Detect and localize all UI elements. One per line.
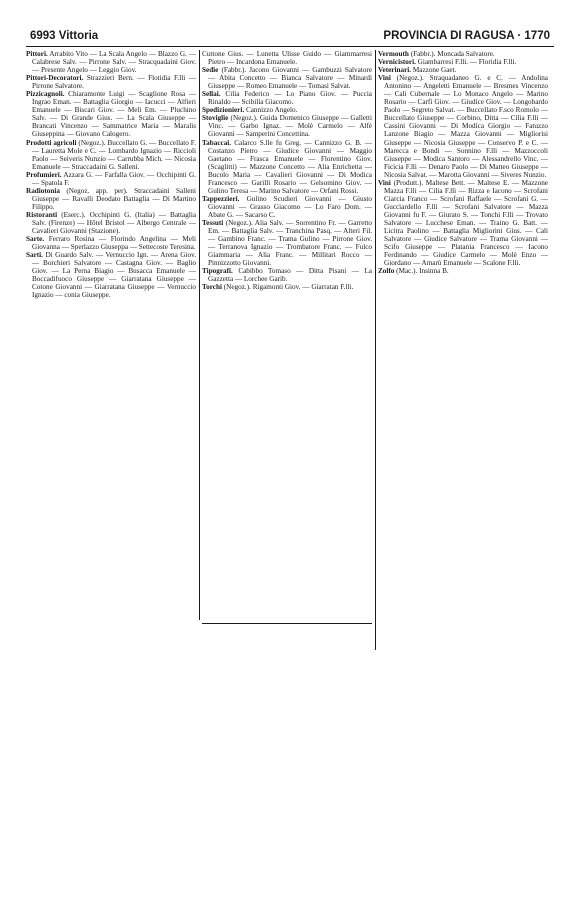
category-heading: Stoviglie [202, 114, 229, 123]
directory-entry [378, 267, 548, 275]
entry-listing: Arrabito Vito — La Scala Angelo — Blazzo G. — Calabrese Salv. — Pirrone Salv. — Stracquadaini Giov. — Presente Angelo — Leggio Giov. [32, 50, 196, 75]
entry-listing: Ferraro Rosina — Florindo Angelina — Meli Giovanna — Sperlazzo Giuseppa — Settecoste Teresina. [32, 235, 196, 252]
page-number-town: 6993 Vittoria [30, 30, 99, 42]
directory-entry [202, 90, 372, 106]
category-heading: Sedie [202, 66, 219, 75]
directory-entry [26, 235, 196, 251]
directory-entry [26, 50, 196, 74]
directory-entry [26, 139, 196, 171]
directory-entry [26, 211, 196, 235]
entry-listing: (Negoz.). Straquadaneo G. e C. — Andolina Antonino — Angeletti Emanuele — Bresmes Vincenzo — Cali Cubernale — Lo Monaco Angelo — Marino Rosario — Carfì Giov. — Giudice Giov. — Longobardo Paolo — Segreto Salvat. — Buccellato F.sco Romolo — Buccellato Giuseppe — Corbino, Ditta — Cilia F.lli — Cassini Giovanni — Di Modica Giorgio — Fatuzzo Lanzone Biagio — Mazza Giovanni — Migliorisi Giuseppe — Nicosia Giuseppe — Conservo P. e C. — Marecca e Bondi — Sonnino F.lli — Mazzoccoli Giuseppe — Modica Santoro — Alessandrello Vinc. — Ficicia F.lli — Denaro Paolo — Di Matteo Giuseppe — Nicosia Salvat. — Marotta Giovanni — Siveres Nunzio. [384, 74, 548, 179]
category-heading: Radiotonia [26, 186, 60, 195]
directory-entry [202, 283, 372, 291]
category-heading: Vernicistori. [378, 58, 416, 67]
entry-listing: Cuttone Gius. — Lunetta Ulisse Guido — Giammarresi Pietro — Incardona Emanuele. [202, 50, 372, 67]
entry-listing: (Negoz.). Buccellato G. — Buccellato F. — Lauretta Mole e C. — Lombardo Ignazio — Riccioli Paolo — Seiveris Nunzio — Carrubba Mich. — Nicosia Emanuele — Straccadaini G. Salleni. [32, 138, 196, 171]
category-heading: Sellai. [202, 90, 221, 99]
header-rule [26, 46, 554, 47]
category-heading: Sarte. [26, 235, 45, 244]
category-heading: Torchi [202, 283, 222, 292]
category-heading: Prodotti agricoli [26, 138, 77, 147]
directory-entry [26, 171, 196, 187]
entry-listing: Giambarresi F.lli. — Floridia F.lli. [417, 58, 517, 67]
directory-entry [202, 114, 372, 138]
directory-entry [26, 187, 196, 211]
directory-entry [202, 106, 372, 114]
directory-entry [202, 66, 372, 90]
column-divider [375, 50, 376, 650]
entry-listing: Gulino Scudieri Giovanni — Giusto Giovanni — Grasso Giacomo — Lo Faro Dom. — Abate G. — Sacarso C. [208, 194, 372, 219]
directory-entry [378, 179, 548, 268]
entry-listing: (Negoz.). Alia Salv. — Sorrentino Fr. — Garretto Em. — Battaglia Salv. — Tranchina Pasq. — Alteri Fil. — Gambino Franc. — Trama Gulino — Pirrone Giov. — Terranova Ignazio — Trombatore Franc. — Fulco Giammaria — Alia Franc. — Millitari Rocco — Pinnizzotto Giovanni. [208, 218, 372, 268]
entry-listing: (Negoz. app. per). Straccadaini Salleni Giuseppe — Ravalli Deodato Battaglia — Di Martino Filippo. [32, 186, 196, 211]
province-title: PROVINCIA DI RAGUSA · 1770 [383, 30, 550, 42]
directory-entry [202, 50, 372, 66]
directory-entry [378, 74, 548, 179]
category-heading: Sarti. [26, 251, 43, 260]
category-heading: Veterinari. [378, 66, 412, 75]
entry-listing: (Negoz.). Guida Domenico Giuseppe — Galletti Vinc. — Garbo Ignaz. — Molè Carmelo — Alfè Giovanni — Samperini Concettina. [208, 114, 372, 139]
entry-listing: Mazzone Gaet. [412, 66, 457, 75]
entry-listing: Cannizzo Angelo. [245, 106, 298, 115]
column-divider [199, 50, 200, 620]
category-heading: Tessuti [202, 218, 224, 227]
category-heading: Pittori-Decoratori. [26, 74, 84, 83]
directory-entry [378, 66, 548, 74]
category-heading: Zolfo [378, 267, 395, 276]
directory-entry [202, 195, 372, 219]
entry-listing: (Eserc.). Occhipinti G. (Italia) — Battaglia Salv. (Firenze) — Hôtel Bristol — Albergo Centrale — Cavalieri Giovanni (Stazione). [32, 210, 196, 236]
entry-listing: (Mac.). Insinna B. [396, 267, 449, 276]
category-heading: Vermouth [378, 50, 409, 58]
column-middle [202, 50, 372, 650]
category-heading: Vini [378, 74, 391, 83]
entry-listing: Cabibbo Tomaso — Ditta Pisani — La Gazzetta — Lorchee Garib. [208, 267, 372, 284]
category-heading: Ristoranti [26, 210, 58, 219]
directory-entry [202, 219, 372, 267]
entry-listing: (Fabbr.). Moncada Salvatore. [410, 50, 495, 58]
category-heading: Pittori. [26, 50, 48, 58]
category-heading: Spedizionieri. [202, 106, 245, 115]
entry-listing: (Fabbr.). Jacono Giovanni — Gambuzzi Salvatore — Abita Concetto — Bianca Salvatore — Minardi Giuseppe — Romeo Emanuele — Tomasi Salvat. [208, 66, 372, 91]
entry-listing: (Negoz.). Rigamonti Giov. — Giarratan F.lli. [223, 283, 354, 292]
entry-listing: Di Guardo Salv. — Vernuccio Ign. — Arena Giov. — Borchieri Salvatore — Castagna Giov. — Baglio Giov. — La Perna Biagio — Busacca Emanuele — Boccadifuoco Giuseppe — Giarratana Giuseppe — Cotone Giovanni — Giarratana Giuseppe — Vernuccio Ignazio — conia Giuseppe. [32, 251, 196, 300]
category-heading: Tappezzieri. [202, 194, 240, 203]
directory-columns [26, 50, 554, 650]
page-header [26, 28, 554, 44]
directory-entry [26, 251, 196, 299]
category-heading: Profumieri. [26, 170, 62, 179]
entry-listing: Calarco S.lle fu Greg. — Cannizzo G. B. — Costanzo Pietro — Giudice Giovanni — Maggio Gaetano — Frasca Emanuele — Florentino Giov. (Scaglitti) — Mazzone Concetto — Alia Enrichetta — Bucolo Maria — Cavalieri Giovanni — Di Modica Francesco — Garilli Rosario — Gelsomino Giov. — Gulino Teresa — Marino Salvatore — Orfani Rossi. [208, 138, 372, 195]
directory-page [26, 10, 554, 890]
directory-entry [26, 74, 196, 90]
column-right [378, 50, 548, 650]
entry-listing: Strazzieri Bern. — Flotidia F.lli — Pirrone Salvatore. [32, 74, 196, 91]
entry-listing: Azzara G. — Farfalla Giov. — Occhipinti G. — Spatola F. [32, 170, 196, 187]
category-heading: Vini [378, 178, 391, 187]
entry-listing: Cilia Federico — Lo Piano Giov. — Puccia Rinaldo — Scibilia Giacomo. [208, 90, 372, 107]
entry-listing: Chiaramonte Luigi — Scaglione Rosa — Ingrao Eman. — Battaglia Giorgio — Iacucci — Alfieri Emanuele — Biscari Giov. — Meli Em. — Pluchino Salv. — Di Grande Gius. — La Scala Giuseppe — Brancati Vincenzo — Sammatrice Maria — Maralis Giuseppina — Giovano Calogero. [32, 90, 196, 139]
directory-entry [202, 267, 372, 283]
category-heading: Pizzicagnoli. [26, 90, 65, 99]
directory-entry [378, 58, 548, 66]
directory-entry [26, 90, 196, 138]
entry-listing: (Produtt.). Maltese Bett. — Maltese E. — Mazzone Mazza F.lli — Cilia F.lli — Rizza e Iacono — Scrofani Ciarcia Franco — Scrofani Raffaele — Scrofani G. — Guccìardello F.lli — Scrofani Salvatore — Mazza Giovanni fu F. — Giurato S. — Tonchi F.lli — Trovato Salvatore — Lucchese Eman. — Traino G. Batt. — Licitra Paolino — Battaglia Migliorini Gius. — Cali Salvatore — Giudice Salvatore — Trama Giovanni — Scifo Giuseppe — Platania Francesco — Iacono Ferdinando — Giudice Carmelo — Molè Enzo — Giordano — Amarù Emanuele — Scalone F.lli. [384, 178, 548, 268]
directory-entry [378, 50, 548, 58]
column-left [26, 50, 196, 650]
directory-entry [202, 139, 372, 195]
category-heading: Tipografi. [202, 267, 233, 276]
section-end-rule [202, 623, 372, 624]
category-heading: Tabaccai. [202, 138, 232, 147]
